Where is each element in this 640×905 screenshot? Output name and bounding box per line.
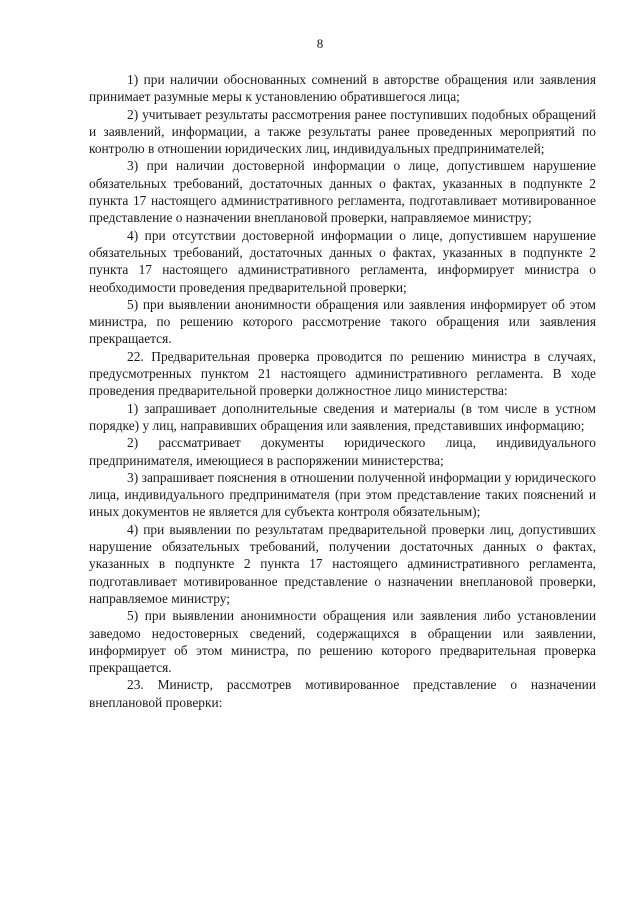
paragraph-22-item-3: 3) запрашивает пояснения в отношении полученной информации у юридического лица, индивидуального предпринимателя (при этом представление таких пояснений и иных документов не является для субъекта контроля обязательным); (89, 469, 596, 520)
paragraph-3: 3) при наличии достоверной информации о лице, допустившем нарушение обязательных требований, достаточных данных о фактах, указанных в подпункте 2 пункта 17 настоящего административного регламента, подготавливает мотивированное представление о назначении внеплановой проверки, направляемое министру; (89, 158, 596, 226)
document-body (89, 71, 596, 711)
paragraph-22-item-4: 4) при выявлении по результатам предварительной проверки лиц, допустивших нарушение обязательных требований, получении достаточных данных о фактах, указанных в подпункте 2 пункта 17 настоящего административного регламента, подготавливает мотивированное представление о назначении внеплановой проверки, направляемое министру; (89, 521, 596, 606)
paragraph-1: 1) при наличии обоснованных сомнений в авторстве обращения или заявления принимает разумные меры к установлению обратившегося лица; (89, 72, 596, 105)
paragraph-23: 23. Министр, рассмотрев мотивированное представление о назначении внеплановой проверки: (89, 677, 596, 710)
paragraph-22: 22. Предварительная проверка проводится по решению министра в случаях, предусмотренных пунктом 21 настоящего административного регламента. В ходе проведения предварительной проверки должностное лицо министерства: (89, 348, 596, 399)
paragraph-22-item-5: 5) при выявлении анонимности обращения или заявления либо установлении заведомо недостоверных сведений, содержащихся в обращении или заявлении, информирует об этом министра, по решению которого предварительная проверка прекращается. (89, 608, 596, 676)
paragraph-22-item-2: 2) рассматривает документы юридического лица, индивидуального предпринимателя, имеющиеся в распоряжении министерства; (89, 435, 596, 468)
paragraph-22-item-1: 1) запрашивает дополнительные сведения и материалы (в том числе в устном порядке) у лиц, направивших обращения или заявления, представивших информацию; (89, 400, 596, 433)
paragraph-5: 5) при выявлении анонимности обращения или заявления информирует об этом министра, по решению которого рассмотрение такого обращения или заявления прекращается. (89, 296, 596, 347)
paragraph-4: 4) при отсутствии достоверной информации о лице, допустившем нарушение обязательных требований, достаточных данных о фактах, указанных в подпункте 2 пункта 17 настоящего административного регламента, информирует министра о необходимости проведения предварительной проверки; (89, 227, 596, 295)
paragraph-2: 2) учитывает результаты рассмотрения ранее поступивших подобных обращений и заявлений, информации, а также результаты ранее проведенных мероприятий по контролю в отношении юридических лиц, индивидуальных предпринимателей; (89, 106, 596, 157)
page-number: 8 (316, 36, 324, 51)
